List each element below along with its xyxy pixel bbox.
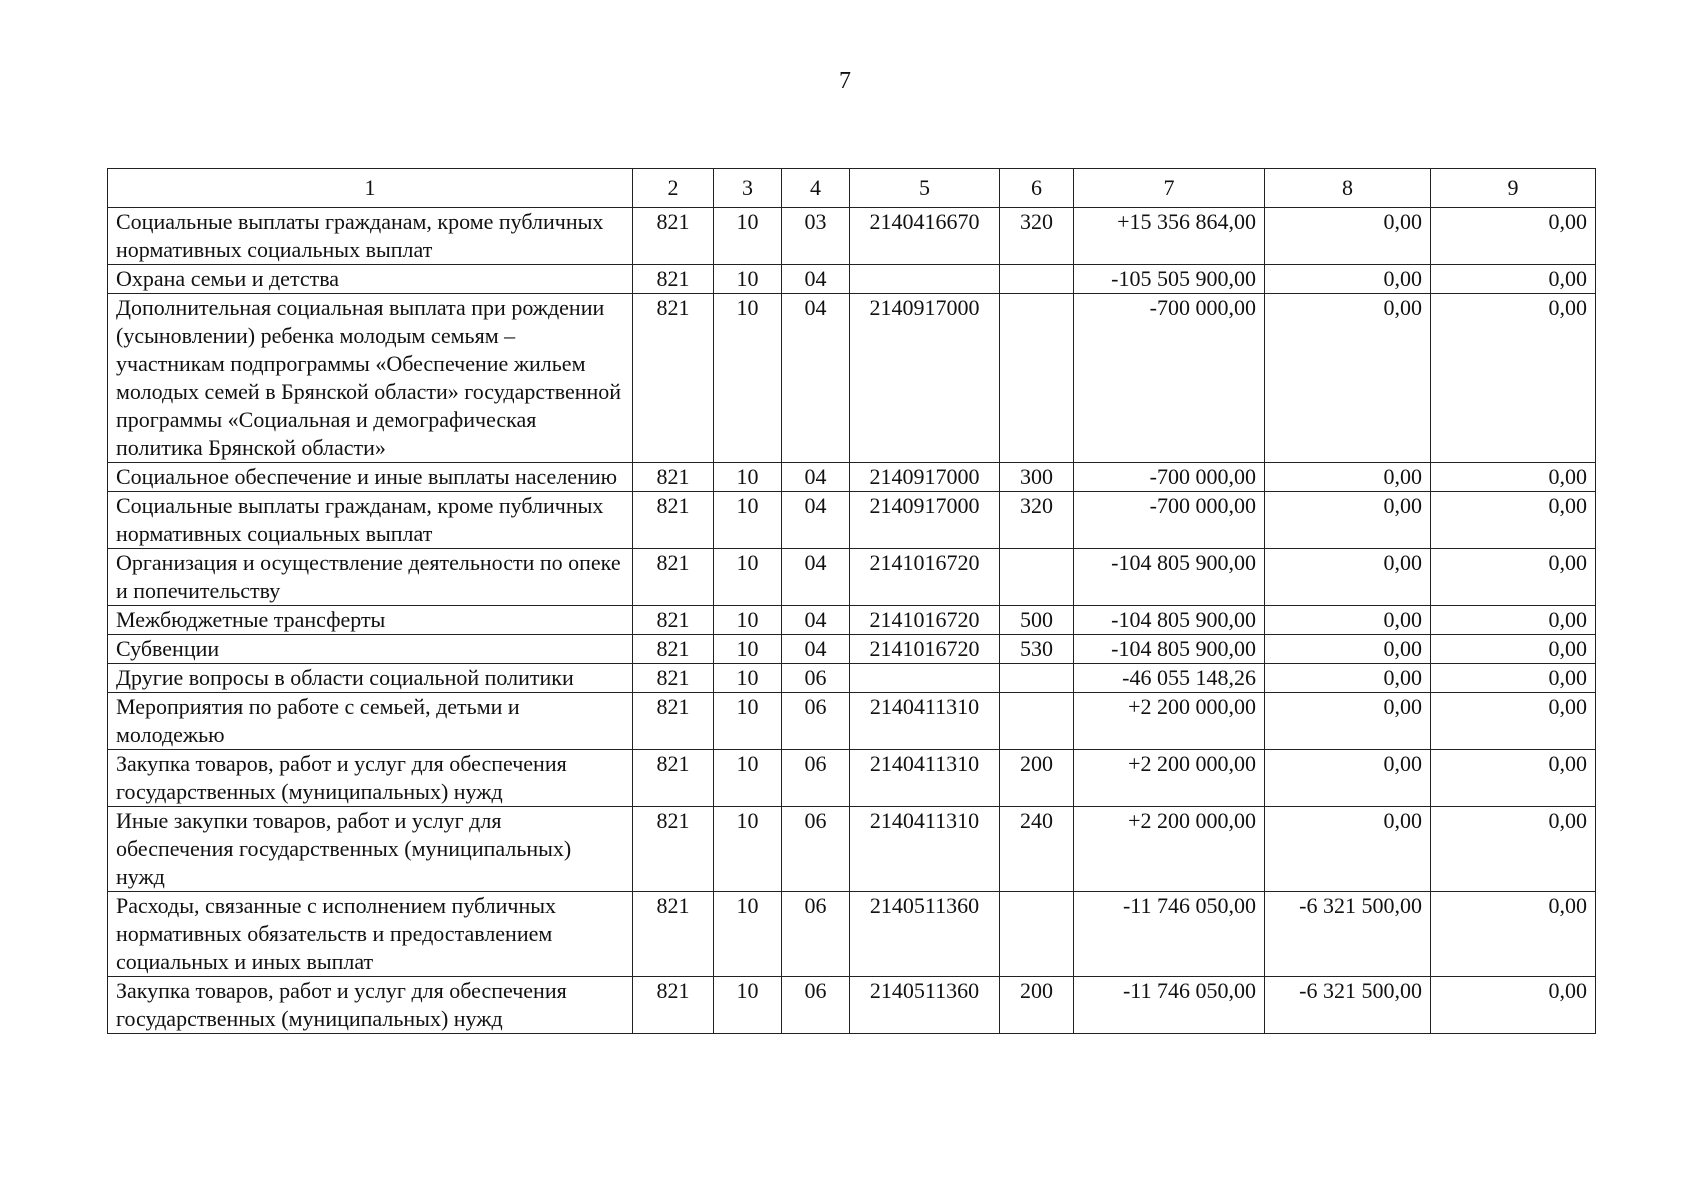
- cell-expense-type: 530: [1000, 635, 1074, 664]
- cell-description: Субвенции: [108, 635, 633, 664]
- column-header: 1: [108, 169, 633, 208]
- cell-amount-col9: 0,00: [1431, 977, 1596, 1034]
- cell-amount-col9: 0,00: [1431, 294, 1596, 463]
- cell-subsection: 04: [782, 294, 850, 463]
- cell-expense-type: [1000, 265, 1074, 294]
- cell-amount-col9: 0,00: [1431, 635, 1596, 664]
- cell-amount-col8: 0,00: [1265, 807, 1431, 892]
- cell-section: 10: [714, 807, 782, 892]
- cell-target-article: 2141016720: [850, 606, 1000, 635]
- cell-amount-col9: 0,00: [1431, 606, 1596, 635]
- table-row: [108, 807, 1596, 892]
- column-header: 5: [850, 169, 1000, 208]
- cell-expense-type: [1000, 664, 1074, 693]
- cell-target-article: 2140511360: [850, 977, 1000, 1034]
- cell-subsection: 04: [782, 635, 850, 664]
- cell-section: 10: [714, 892, 782, 977]
- cell-amount-col8: 0,00: [1265, 492, 1431, 549]
- column-header: 2: [633, 169, 714, 208]
- cell-amount-change: +2 200 000,00: [1074, 807, 1265, 892]
- cell-amount-col8: -6 321 500,00: [1265, 977, 1431, 1034]
- cell-section: 10: [714, 750, 782, 807]
- cell-subsection: 06: [782, 892, 850, 977]
- table-row: [108, 463, 1596, 492]
- table-row: [108, 635, 1596, 664]
- cell-amount-col9: 0,00: [1431, 549, 1596, 606]
- cell-admin-code: 821: [633, 463, 714, 492]
- cell-admin-code: 821: [633, 606, 714, 635]
- table-row: [108, 977, 1596, 1034]
- table-row: [108, 892, 1596, 977]
- cell-subsection: 04: [782, 492, 850, 549]
- cell-admin-code: 821: [633, 750, 714, 807]
- cell-target-article: 2140411310: [850, 807, 1000, 892]
- cell-target-article: 2141016720: [850, 635, 1000, 664]
- cell-description: Мероприятия по работе с семьей, детьми и молодежью: [108, 693, 633, 750]
- cell-expense-type: [1000, 294, 1074, 463]
- cell-amount-col9: 0,00: [1431, 693, 1596, 750]
- cell-subsection: 03: [782, 208, 850, 265]
- cell-amount-col8: 0,00: [1265, 463, 1431, 492]
- cell-subsection: 04: [782, 463, 850, 492]
- cell-description: Иные закупки товаров, работ и услуг для обеспечения государственных (муниципальных) нужд: [108, 807, 633, 892]
- cell-description: Социальные выплаты гражданам, кроме публичных нормативных социальных выплат: [108, 492, 633, 549]
- cell-target-article: 2140917000: [850, 294, 1000, 463]
- column-header: 4: [782, 169, 850, 208]
- column-header: 8: [1265, 169, 1431, 208]
- cell-expense-type: 200: [1000, 750, 1074, 807]
- cell-amount-col8: 0,00: [1265, 664, 1431, 693]
- cell-subsection: 04: [782, 606, 850, 635]
- cell-target-article: 2140511360: [850, 892, 1000, 977]
- cell-admin-code: 821: [633, 635, 714, 664]
- column-header: 9: [1431, 169, 1596, 208]
- cell-amount-change: -11 746 050,00: [1074, 977, 1265, 1034]
- cell-subsection: 04: [782, 549, 850, 606]
- cell-description: Охрана семьи и детства: [108, 265, 633, 294]
- cell-description: Другие вопросы в области социальной политики: [108, 664, 633, 693]
- cell-expense-type: [1000, 892, 1074, 977]
- cell-admin-code: 821: [633, 807, 714, 892]
- column-header: 6: [1000, 169, 1074, 208]
- cell-expense-type: [1000, 693, 1074, 750]
- cell-target-article: 2140411310: [850, 693, 1000, 750]
- cell-subsection: 06: [782, 693, 850, 750]
- cell-admin-code: 821: [633, 977, 714, 1034]
- cell-section: 10: [714, 693, 782, 750]
- cell-amount-change: -700 000,00: [1074, 294, 1265, 463]
- table-row: [108, 693, 1596, 750]
- column-header: 3: [714, 169, 782, 208]
- cell-subsection: 06: [782, 750, 850, 807]
- cell-amount-change: -105 505 900,00: [1074, 265, 1265, 294]
- cell-amount-col8: 0,00: [1265, 265, 1431, 294]
- cell-amount-change: -46 055 148,26: [1074, 664, 1265, 693]
- cell-section: 10: [714, 208, 782, 265]
- cell-section: 10: [714, 977, 782, 1034]
- cell-amount-col9: 0,00: [1431, 208, 1596, 265]
- cell-amount-col9: 0,00: [1431, 664, 1596, 693]
- cell-amount-col8: 0,00: [1265, 549, 1431, 606]
- cell-amount-col9: 0,00: [1431, 807, 1596, 892]
- cell-expense-type: 200: [1000, 977, 1074, 1034]
- cell-target-article: 2140917000: [850, 463, 1000, 492]
- cell-amount-change: +2 200 000,00: [1074, 693, 1265, 750]
- cell-section: 10: [714, 664, 782, 693]
- cell-admin-code: 821: [633, 208, 714, 265]
- cell-subsection: 06: [782, 664, 850, 693]
- table-row: [108, 265, 1596, 294]
- cell-admin-code: 821: [633, 664, 714, 693]
- cell-description: Межбюджетные трансферты: [108, 606, 633, 635]
- cell-amount-col8: 0,00: [1265, 208, 1431, 265]
- table-row: [108, 750, 1596, 807]
- cell-amount-col9: 0,00: [1431, 892, 1596, 977]
- page-number: 7: [839, 68, 851, 94]
- cell-description: Расходы, связанные с исполнением публичных нормативных обязательств и предоставлением социальных и иных выплат: [108, 892, 633, 977]
- cell-amount-col9: 0,00: [1431, 492, 1596, 549]
- cell-target-article: [850, 265, 1000, 294]
- cell-section: 10: [714, 294, 782, 463]
- cell-amount-change: +2 200 000,00: [1074, 750, 1265, 807]
- cell-expense-type: 320: [1000, 492, 1074, 549]
- table-body: [108, 208, 1596, 1034]
- table-row: [108, 606, 1596, 635]
- cell-expense-type: 240: [1000, 807, 1074, 892]
- cell-description: Закупка товаров, работ и услуг для обеспечения государственных (муниципальных) нужд: [108, 750, 633, 807]
- cell-expense-type: 500: [1000, 606, 1074, 635]
- budget-table: [107, 168, 1596, 1034]
- cell-amount-col8: 0,00: [1265, 693, 1431, 750]
- cell-subsection: 04: [782, 265, 850, 294]
- cell-description: Дополнительная социальная выплата при рождении (усыновлении) ребенка молодым семьям – участникам подпрограммы «Обеспечение жильем молодых семей в Брянской области» государственной программы «Социальная и демографическая политика Брянской области»: [108, 294, 633, 463]
- cell-target-article: 2140917000: [850, 492, 1000, 549]
- cell-amount-col9: 0,00: [1431, 463, 1596, 492]
- cell-admin-code: 821: [633, 892, 714, 977]
- cell-admin-code: 821: [633, 549, 714, 606]
- cell-amount-change: -104 805 900,00: [1074, 635, 1265, 664]
- cell-amount-col8: 0,00: [1265, 635, 1431, 664]
- cell-amount-change: -104 805 900,00: [1074, 606, 1265, 635]
- table-row: [108, 208, 1596, 265]
- cell-expense-type: 320: [1000, 208, 1074, 265]
- cell-subsection: 06: [782, 977, 850, 1034]
- cell-amount-change: +15 356 864,00: [1074, 208, 1265, 265]
- cell-target-article: 2140416670: [850, 208, 1000, 265]
- cell-amount-col8: 0,00: [1265, 750, 1431, 807]
- cell-section: 10: [714, 549, 782, 606]
- cell-amount-col8: 0,00: [1265, 606, 1431, 635]
- cell-target-article: [850, 664, 1000, 693]
- cell-amount-change: -700 000,00: [1074, 463, 1265, 492]
- cell-amount-col9: 0,00: [1431, 265, 1596, 294]
- cell-amount-col8: -6 321 500,00: [1265, 892, 1431, 977]
- cell-description: Социальное обеспечение и иные выплаты населению: [108, 463, 633, 492]
- cell-target-article: 2140411310: [850, 750, 1000, 807]
- cell-amount-change: -104 805 900,00: [1074, 549, 1265, 606]
- cell-target-article: 2141016720: [850, 549, 1000, 606]
- cell-amount-change: -700 000,00: [1074, 492, 1265, 549]
- table-row: [108, 549, 1596, 606]
- cell-expense-type: [1000, 549, 1074, 606]
- cell-section: 10: [714, 463, 782, 492]
- table-row: [108, 294, 1596, 463]
- column-header: 7: [1074, 169, 1265, 208]
- cell-admin-code: 821: [633, 492, 714, 549]
- cell-section: 10: [714, 492, 782, 549]
- cell-subsection: 06: [782, 807, 850, 892]
- cell-amount-col8: 0,00: [1265, 294, 1431, 463]
- cell-section: 10: [714, 265, 782, 294]
- cell-description: Социальные выплаты гражданам, кроме публичных нормативных социальных выплат: [108, 208, 633, 265]
- table-row: [108, 664, 1596, 693]
- table-row: [108, 492, 1596, 549]
- cell-amount-col9: 0,00: [1431, 750, 1596, 807]
- cell-description: Организация и осуществление деятельности по опеке и попечительству: [108, 549, 633, 606]
- cell-description: Закупка товаров, работ и услуг для обеспечения государственных (муниципальных) нужд: [108, 977, 633, 1034]
- cell-section: 10: [714, 635, 782, 664]
- cell-admin-code: 821: [633, 265, 714, 294]
- cell-expense-type: 300: [1000, 463, 1074, 492]
- cell-admin-code: 821: [633, 693, 714, 750]
- cell-admin-code: 821: [633, 294, 714, 463]
- cell-amount-change: -11 746 050,00: [1074, 892, 1265, 977]
- cell-section: 10: [714, 606, 782, 635]
- header-row: [108, 169, 1596, 208]
